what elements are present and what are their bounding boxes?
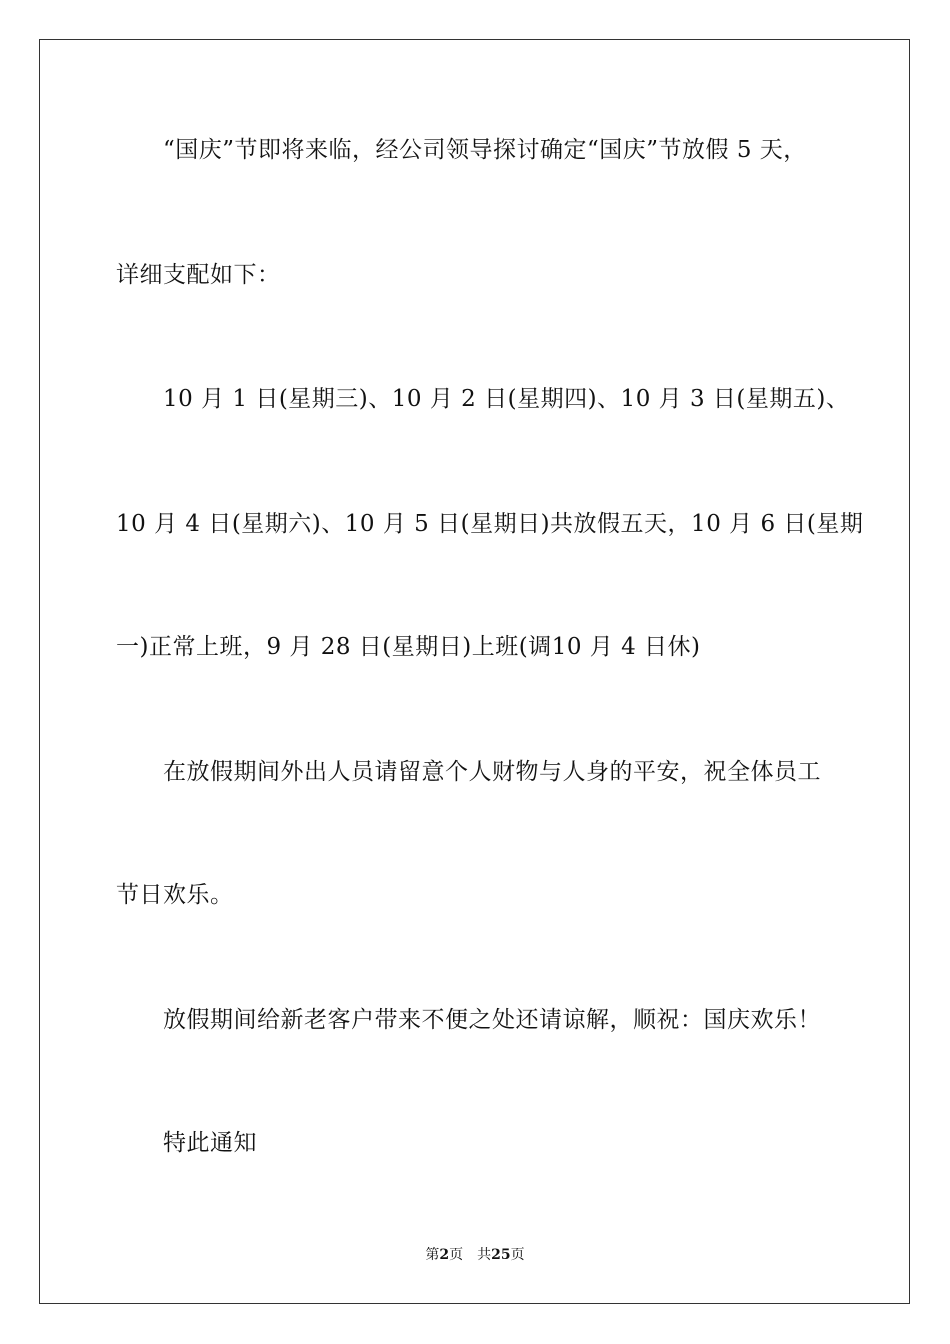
- page-border: [39, 39, 910, 1304]
- footer-page-suffix: 页: [449, 1247, 464, 1263]
- paragraph-1-line-1: “国庆”节即将来临，经公司领导探讨确定“国庆”节放假 5 天，: [163, 137, 807, 163]
- paragraph-1-line-2: 详细支配如下：: [116, 262, 281, 288]
- paragraph-3-line-1: 在放假期间外出人员请留意个人财物与人身的平安，祝全体员工: [163, 759, 821, 785]
- footer-total-prefix: 共: [477, 1247, 492, 1263]
- footer-page-prefix: 第: [425, 1247, 440, 1263]
- footer-page-number: 2: [439, 1247, 450, 1263]
- paragraph-2-line-1: 10 月 1 日(星期三)、10 月 2 日(星期四)、10 月 3 日(星期五)、: [163, 386, 850, 412]
- page-footer: [0, 1245, 950, 1265]
- paragraph-4-line-1: 放假期间给新老客户带来不便之处还请谅解，顺祝：国庆欢乐！: [163, 1007, 821, 1033]
- footer-total-suffix: 页: [510, 1247, 525, 1263]
- footer-total-pages: 25: [491, 1247, 511, 1263]
- paragraph-2-line-3: 一)正常上班，9 月 28 日(星期日)上班(调10 月 4 日休): [116, 634, 701, 660]
- paragraph-3-line-2: 节日欢乐。: [116, 882, 234, 908]
- paragraph-5-line-1: 特此通知: [163, 1130, 257, 1156]
- paragraph-2-line-2: 10 月 4 日(星期六)、10 月 5 日(星期日)共放假五天，10 月 6 日(星期: [116, 511, 864, 537]
